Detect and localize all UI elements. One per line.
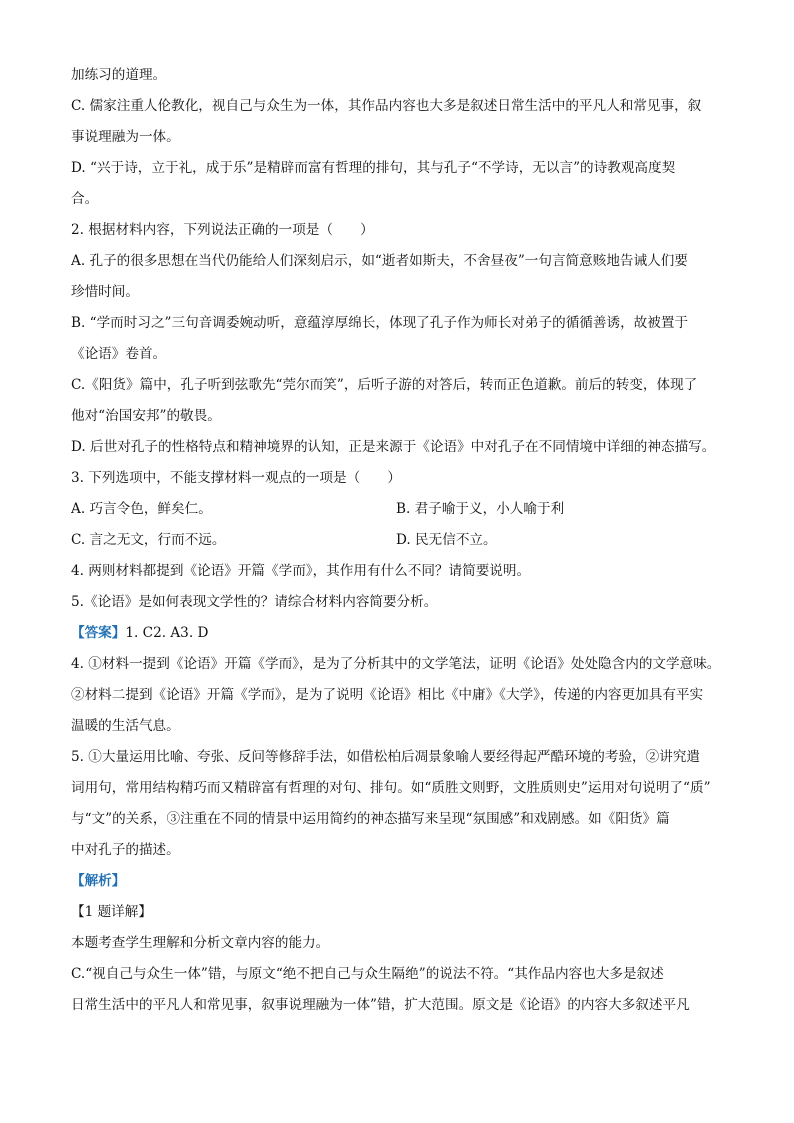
q1-option-d-line2: 合。 (71, 191, 99, 207)
q2-option-b-line2: 《论语》卷首。 (71, 346, 167, 362)
q3-option-a: A. 巧言令色，鲜矣仁。 (71, 501, 212, 517)
q3-option-d: D. 民无信不立。 (396, 532, 497, 548)
document-page (71, 60, 723, 1021)
answer-4-line3: 温暖的生活气息。 (71, 718, 180, 734)
q3-option-b: B. 君子喻于义，小人喻于利 (396, 501, 565, 517)
q2-option-a-line2: 珍惜时间。 (71, 284, 139, 300)
answer-text: 1. C2. A3. D (125, 625, 209, 641)
detail-heading: 【1 题详解】 (71, 904, 152, 920)
q2-option-b-line1: B. “学而时习之”三句音调委婉动听，意蕴淳厚绵长，体现了孔子作为师长对弟子的循循善诱，故被置于 (71, 315, 689, 331)
q1-option-d-line1: D. “兴于诗，立于礼，成于乐”是精辟而富有哲理的排句，其与孔子“不学诗，无以言”的诗教观高度契 (71, 160, 676, 176)
q3-stem: 3. 下列选项中，不能支撑材料一观点的一项是（ ） (71, 470, 401, 486)
q3-option-c: C. 言之无文，行而不远。 (71, 532, 226, 548)
detail-c-line1: C.“视自己与众生一体”错，与原文“绝不把自己与众生隔绝”的说法不符。“其作品内容也大多是叙述 (71, 966, 664, 982)
answer-4-line1: 4. ①材料一提到《论语》开篇《学而》，是为了分析其中的文学笔法，证明《论语》处处隐含内的文学意味。 (71, 656, 721, 672)
answer-5-line2: 词用句，常用结构精巧而又精辟富有哲理的对句、排句。如“质胜文则野，文胜质则史”运用对句说明了“质” (71, 780, 711, 796)
analysis-label: 【解析】 (71, 873, 126, 889)
q2-option-d: D. 后世对孔子的性格特点和精神境界的认知，正是来源于《论语》中对孔子在不同情境中详细的神态描写。 (71, 439, 716, 455)
q4-stem: 4. 两则材料都提到《论语》开篇《学而》，其作用有什么不同？请简要说明。 (71, 563, 531, 579)
detail-intro: 本题考查学生理解和分析文章内容的能力。 (71, 935, 330, 951)
answer-label: 【答案】 (71, 625, 126, 641)
answer-5-line1: 5. ①大量运用比喻、夸张、反问等修辞手法，如借松柏后凋景象喻人要经得起严酷环境的考验，②讲究遣 (71, 749, 701, 765)
answer-5-line4: 中对孔子的描述。 (71, 842, 180, 858)
analysis-heading (71, 866, 723, 897)
detail-c-line2: 日常生活中的平凡人和常见事，叙事说理融为一体”错，扩大范围。原文是《论语》的内容大多叙述平凡 (71, 997, 690, 1013)
q1-tail: 加练习的道理。 (71, 67, 167, 83)
answer-5-line3: 与“文”的关系，③注重在不同的情景中运用简约的神态描写来呈现“氛围感”和戏剧感。如《阳货》篇 (71, 811, 670, 827)
q2-option-a-line1: A. 孔子的很多思想在当代仍能给人们深刻启示，如“逝者如斯夫，不舍昼夜”一句言简意赅地告诫人们要 (71, 253, 688, 269)
q2-option-c-line2: 他对“治国安邦”的敬畏。 (71, 408, 221, 424)
q3-options-row2 (71, 525, 723, 556)
q1-option-c-line1: C. 儒家注重人伦教化，视自己与众生为一体，其作品内容也大多是叙述日常生活中的平凡人和常见事，叙 (71, 98, 702, 114)
q3-options-row1 (71, 494, 723, 525)
q2-stem: 2. 根据材料内容，下列说法正确的一项是（ ） (71, 222, 374, 238)
answer-line (71, 618, 723, 649)
answer-4-line2: ②材料二提到《论语》开篇《学而》，是为了说明《论语》相比《中庸》《大学》，传递的内容更加具有平实 (71, 687, 704, 703)
q5-stem: 5.《论语》是如何表现文学性的？请综合材料内容简要分析。 (71, 594, 438, 610)
q1-option-c-line2: 事说理融为一体。 (71, 129, 180, 145)
q2-option-c-line1: C.《阳货》篇中，孔子听到弦歌先“莞尔而笑”，后听子游的对答后，转而正色道歉。前后的转变，体现了 (71, 377, 698, 393)
